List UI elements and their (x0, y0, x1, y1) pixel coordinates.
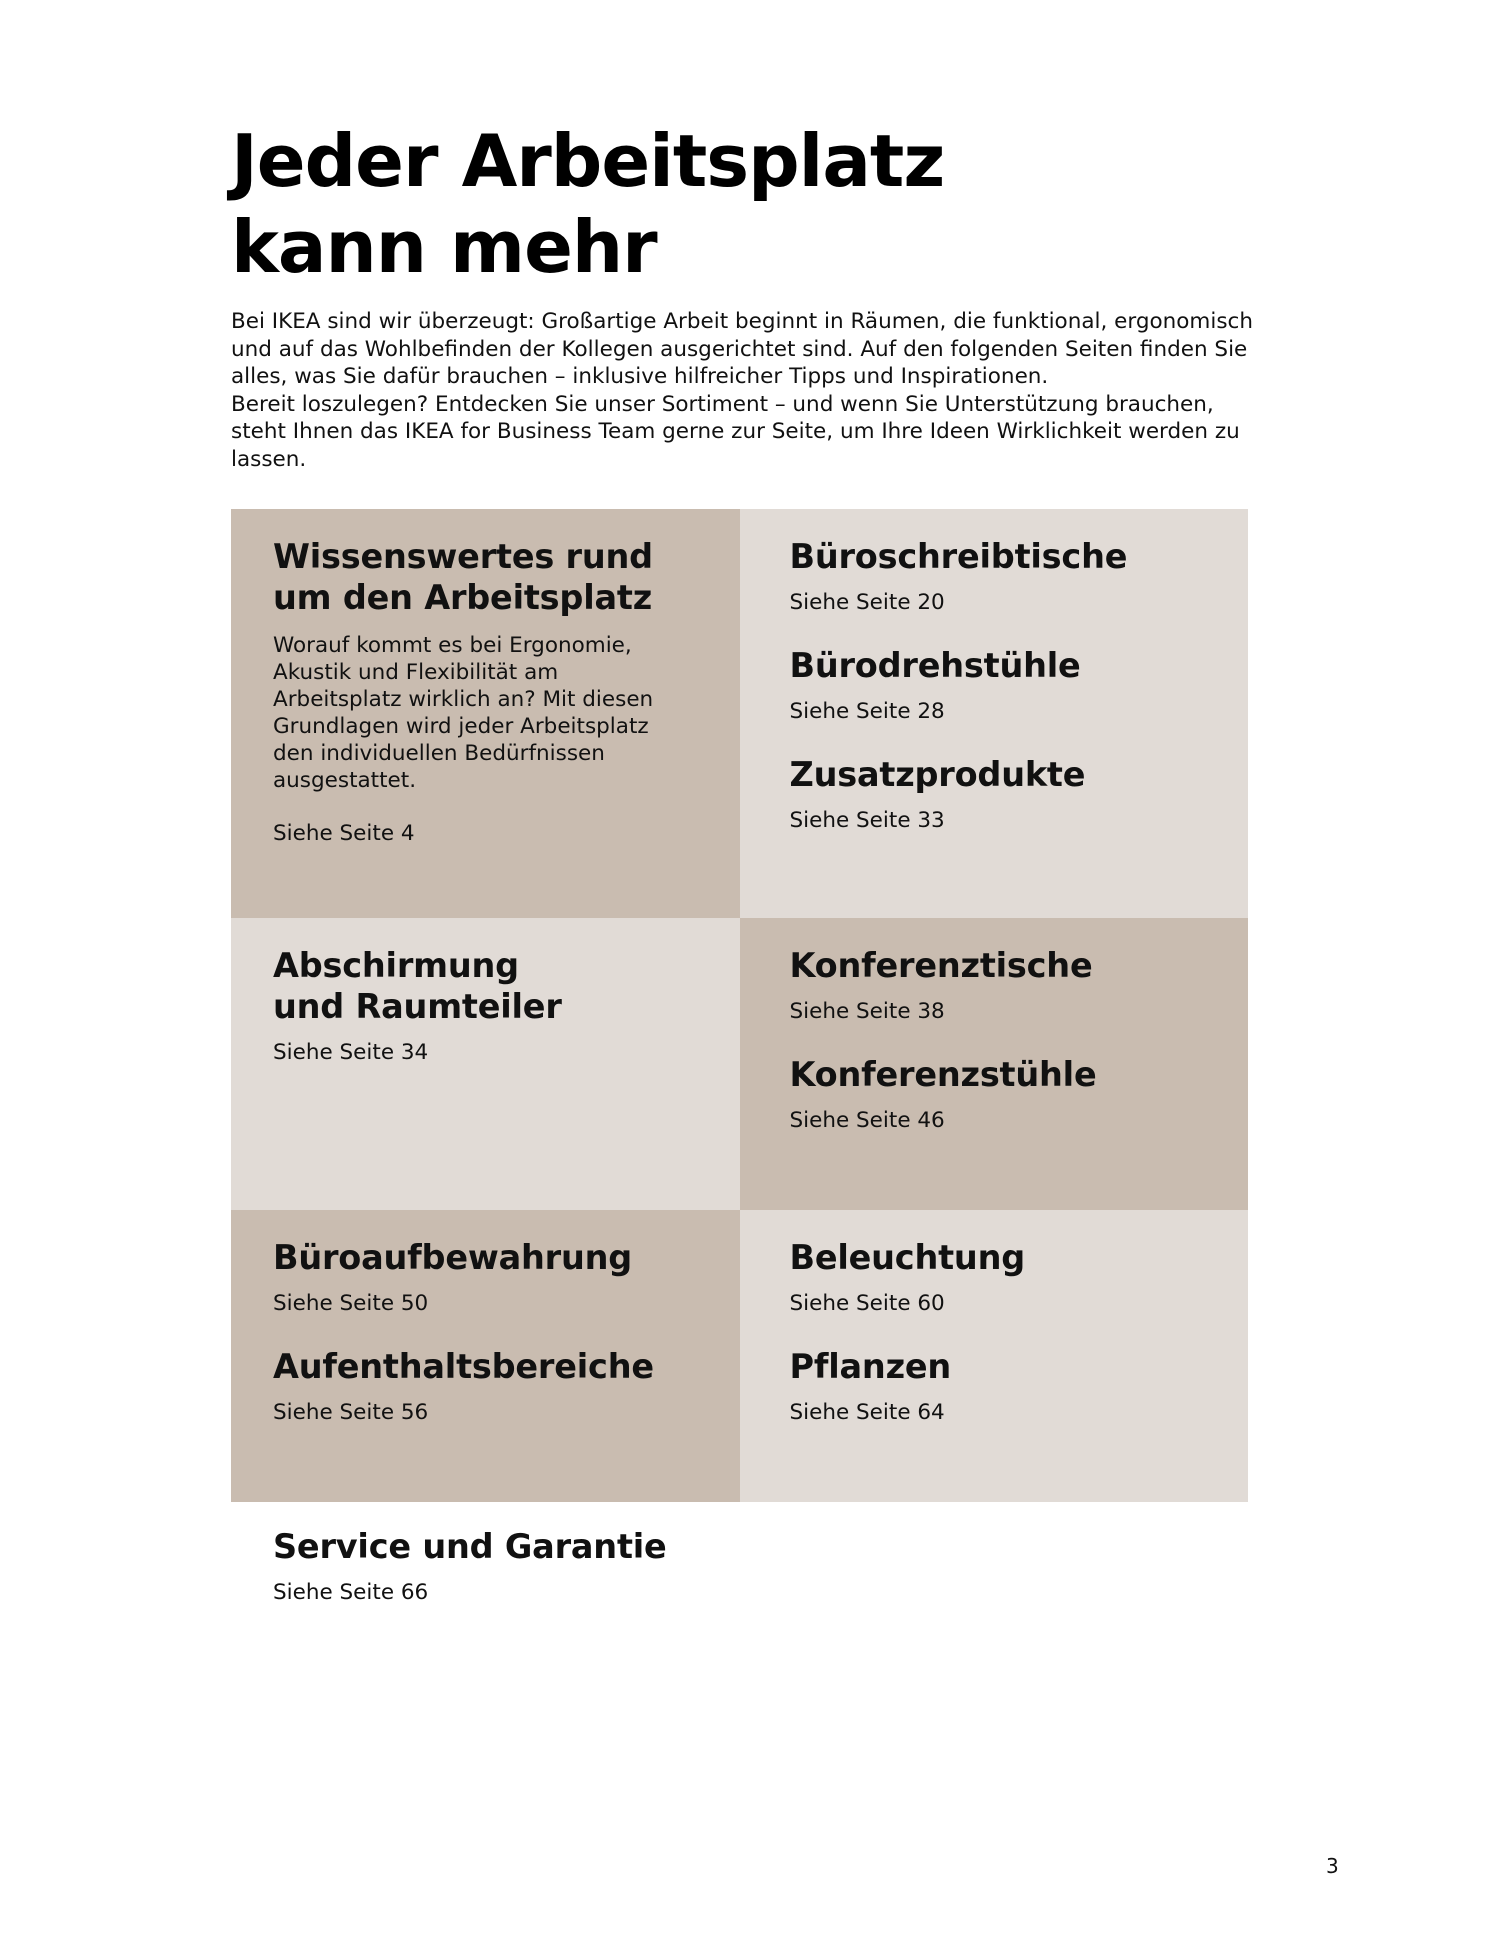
page-reference: Siehe Seite 38 (789, 999, 945, 1024)
page-title-line-1: Jeder Arbeitsplatz (231, 119, 945, 203)
section-heading: Zusatzprodukte (789, 755, 1086, 794)
page-reference: Siehe Seite 28 (789, 699, 945, 724)
page-number: 3 (1326, 1854, 1339, 1878)
contents-row-2 (231, 918, 1248, 1210)
section-heading-line-1: Abschirmung (273, 946, 519, 985)
section-heading: Konferenztische (789, 946, 1093, 985)
page-reference: Siehe Seite 60 (789, 1291, 945, 1316)
section-heading-line-1: Wissenswertes rund (273, 537, 653, 576)
section-konferenztische[interactable] (790, 945, 1249, 1025)
section-aufenthaltsbereiche[interactable] (273, 1346, 740, 1426)
page-reference: Siehe Seite 56 (273, 1400, 429, 1425)
section-group-ambience (740, 1210, 1249, 1502)
section-heading: Büroschreibtische (789, 537, 1128, 576)
section-service[interactable] (273, 1526, 667, 1606)
page-title (231, 118, 1231, 290)
section-zusatzprodukte[interactable] (790, 754, 1249, 834)
section-heading: Büroaufbewahrung (273, 1238, 633, 1277)
section-heading-line-2: um den Arbeitsplatz (273, 578, 652, 617)
intro-text (231, 308, 1271, 473)
page-reference: Siehe Seite 66 (273, 1580, 429, 1605)
contents-row-1 (231, 509, 1248, 918)
contents-grid (231, 509, 1248, 1502)
section-heading-line-2: und Raumteiler (273, 987, 562, 1026)
section-buroaufbewahrung[interactable] (273, 1237, 740, 1317)
page-reference: Siehe Seite 64 (789, 1400, 945, 1425)
section-heading: Konferenzstühle (789, 1055, 1097, 1094)
section-buroschreibtische[interactable] (790, 536, 1249, 616)
page-reference: Siehe Seite 34 (273, 1040, 429, 1065)
page-title-line-2: kann mehr (231, 205, 657, 289)
page-reference: Siehe Seite 4 (273, 821, 415, 846)
section-heading (273, 536, 740, 618)
page-reference: Siehe Seite 20 (789, 590, 945, 615)
section-heading: Bürodrehstühle (789, 646, 1081, 685)
section-abschirmung[interactable] (231, 918, 740, 1210)
section-group-workplace (740, 509, 1249, 918)
section-burodrehstuhle[interactable] (790, 645, 1249, 725)
section-konferenzstuhle[interactable] (790, 1054, 1249, 1134)
section-heading: Beleuchtung (789, 1238, 1026, 1277)
contents-row-3 (231, 1210, 1248, 1502)
section-heading: Service und Garantie (273, 1527, 667, 1566)
page-reference: Siehe Seite 33 (789, 808, 945, 833)
section-heading (273, 945, 740, 1027)
section-group-storage (231, 1210, 740, 1502)
intro-paragraph-2: Bereit loszulegen? Entdecken Sie unser Sortiment – und wenn Sie Unterstützung brauchen, steht Ihnen das IKEA for Business Team gerne zur Seite, um Ihre Ideen Wirklichkeit werden zu lassen. (231, 391, 1240, 472)
section-group-conference (740, 918, 1249, 1210)
section-beleuchtung[interactable] (790, 1237, 1249, 1317)
section-heading: Pflanzen (789, 1347, 952, 1386)
intro-paragraph-1: Bei IKEA sind wir überzeugt: Großartige Arbeit beginnt in Räumen, die funktional, ergonomisch und auf das Wohlbefinden der Kollegen ausgerichtet sind. Auf den folgenden Seiten finden Sie alles, was Sie dafür brauchen – inklusive hilfreicher Tipps und Inspirationen. (231, 309, 1253, 389)
section-description: Worauf kommt es bei Ergonomie, Akustik und Flexibilität am Arbeitsplatz wirklich an? Mit diesen Grundlagen wird jeder Arbeitsplatz den individuellen Bedürfnissen ausgestattet. (273, 633, 654, 793)
page-reference: Siehe Seite 46 (789, 1108, 945, 1133)
section-heading: Aufenthaltsbereiche (273, 1347, 654, 1386)
section-wissenswertes[interactable] (231, 509, 740, 918)
page-reference: Siehe Seite 50 (273, 1291, 429, 1316)
section-pflanzen[interactable] (790, 1346, 1249, 1426)
